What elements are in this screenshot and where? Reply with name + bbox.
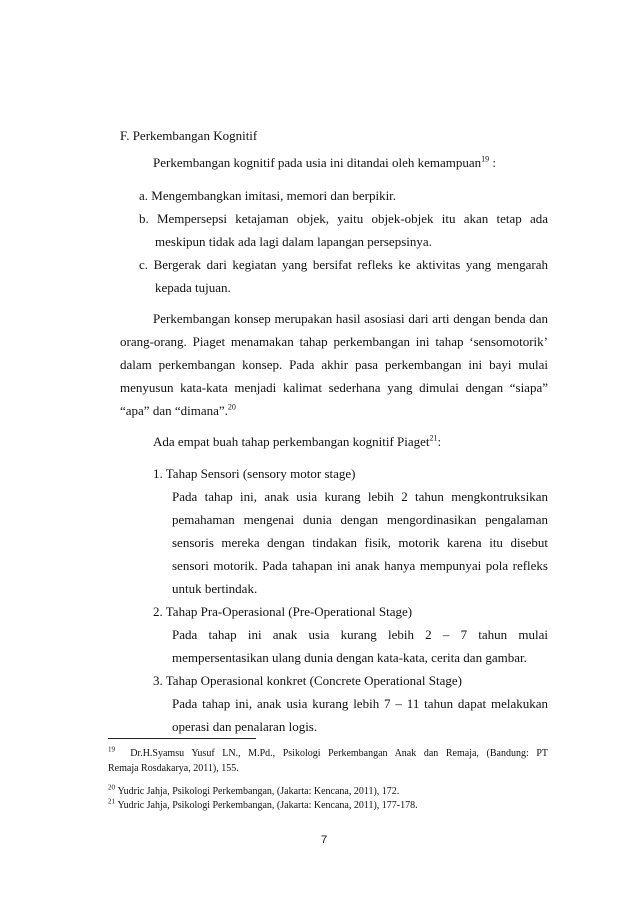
stage-1-line: sensoris mereka dengan tindakan fisik, motorik karena itu disebut — [172, 535, 548, 550]
stage-1-line: Pada tahap ini, anak usia kurang lebih 2 tahun mengkontruksikan — [172, 489, 548, 504]
footnote-ref-20[interactable]: 20 — [227, 402, 236, 412]
stages-intro-tail: : — [437, 434, 442, 449]
section-heading: F. Perkembangan Kognitif — [120, 128, 258, 143]
paragraph-line: dalam perkembangan konsep. Pada akhir pasa perkembangan ini bayi mulai — [120, 357, 548, 372]
paragraph-line: Perkembangan konsep merupakan hasil asosiasi dari arti dengan benda dan — [153, 311, 548, 326]
stage-1-last-line: untuk bertindak. — [172, 581, 258, 596]
ability-b-line2: meskipun tidak ada lagi dalam lapangan persepsinya. — [155, 234, 432, 249]
stage-1-line: sensori motorik. Pada tahapan ini anak hanya mempunyai pola refleks — [172, 558, 548, 573]
ability-b-line1: b. Mempersepsi ketajaman objek, yaitu objek-objek itu akan tetap ada — [139, 211, 548, 226]
stage-3-line: Pada tahap ini, anak usia kurang lebih 7 – 11 tahun dapat melakukan — [172, 696, 548, 711]
stage-2-line: Pada tahap ini anak usia kurang lebih 2 – 7 tahun mulai — [172, 627, 548, 642]
stages-intro-text: Ada empat buah tahap perkembangan kognitif Piaget — [153, 434, 430, 449]
footnote-20 — [108, 785, 399, 798]
footnote-number: 19 — [108, 745, 115, 754]
footnote-number: 21 — [108, 797, 115, 806]
paragraph-last-text: “apa” dan “dimana”. — [120, 403, 228, 418]
stage-2-last-line: mempersentasikan ulang dunia dengan kata-kata, cerita dan gambar. — [172, 650, 527, 665]
footnote-number: 20 — [108, 783, 115, 792]
footnote-19-line1 — [108, 747, 548, 760]
stage-1-line: pemahaman mengenai dunia dengan mengordinasikan pengalaman — [172, 512, 548, 527]
intro-text: Perkembangan kognitif pada usia ini ditandai oleh kemampuan — [153, 155, 482, 170]
ability-c-line2: kepada tujuan. — [155, 280, 231, 295]
page-number: 7 — [321, 834, 328, 846]
stage-2-title: 2. Tahap Pra-Operasional (Pre-Operational Stage) — [153, 604, 413, 619]
stage-1-title: 1. Tahap Sensori (sensory motor stage) — [153, 466, 356, 481]
ability-a: a. Mengembangkan imitasi, memori dan berpikir. — [139, 188, 397, 203]
paragraph-last-line — [120, 403, 236, 419]
paragraph-line: orang-orang. Piaget menamakan tahap perkembangan ini tahap ‘sensomotorik’ — [120, 334, 548, 349]
stages-intro — [153, 434, 441, 450]
paragraph-line: menyusun kata-kata menjadi kalimat sederhana yang dimulai dengan “siapa” — [120, 380, 548, 395]
footnote-ref-21[interactable]: 21 — [429, 433, 438, 443]
footnote-ref-19[interactable]: 19 — [481, 154, 490, 164]
footnote-text: Yudric Jahja, Psikologi Perkembangan, (Jakarta: Kencana, 2011), 177-178. — [117, 800, 418, 811]
stage-3-title: 3. Tahap Operasional konkret (Concrete Operational Stage) — [153, 673, 462, 688]
stage-3-last-line: operasi dan penalaran logis. — [172, 719, 318, 734]
footnote-divider — [108, 738, 256, 739]
ability-c-line1: c. Bergerak dari kegiatan yang bersifat refleks ke aktivitas yang mengarah — [139, 257, 548, 272]
footnote-text: Yudric Jahja, Psikologi Perkembangan, (Jakarta: Kencana, 2011), 172. — [117, 786, 400, 797]
intro-line — [153, 155, 496, 171]
footnote-text: Dr.H.Syamsu Yusuf LN., M.Pd., Psikologi Perkembangan Anak dan Remaja, (Bandung: PT — [130, 748, 549, 759]
intro-tail: : — [489, 155, 497, 170]
footnote-21 — [108, 799, 418, 812]
footnote-19-line2: Remaja Rosdakarya, 2011), 155. — [108, 763, 239, 774]
